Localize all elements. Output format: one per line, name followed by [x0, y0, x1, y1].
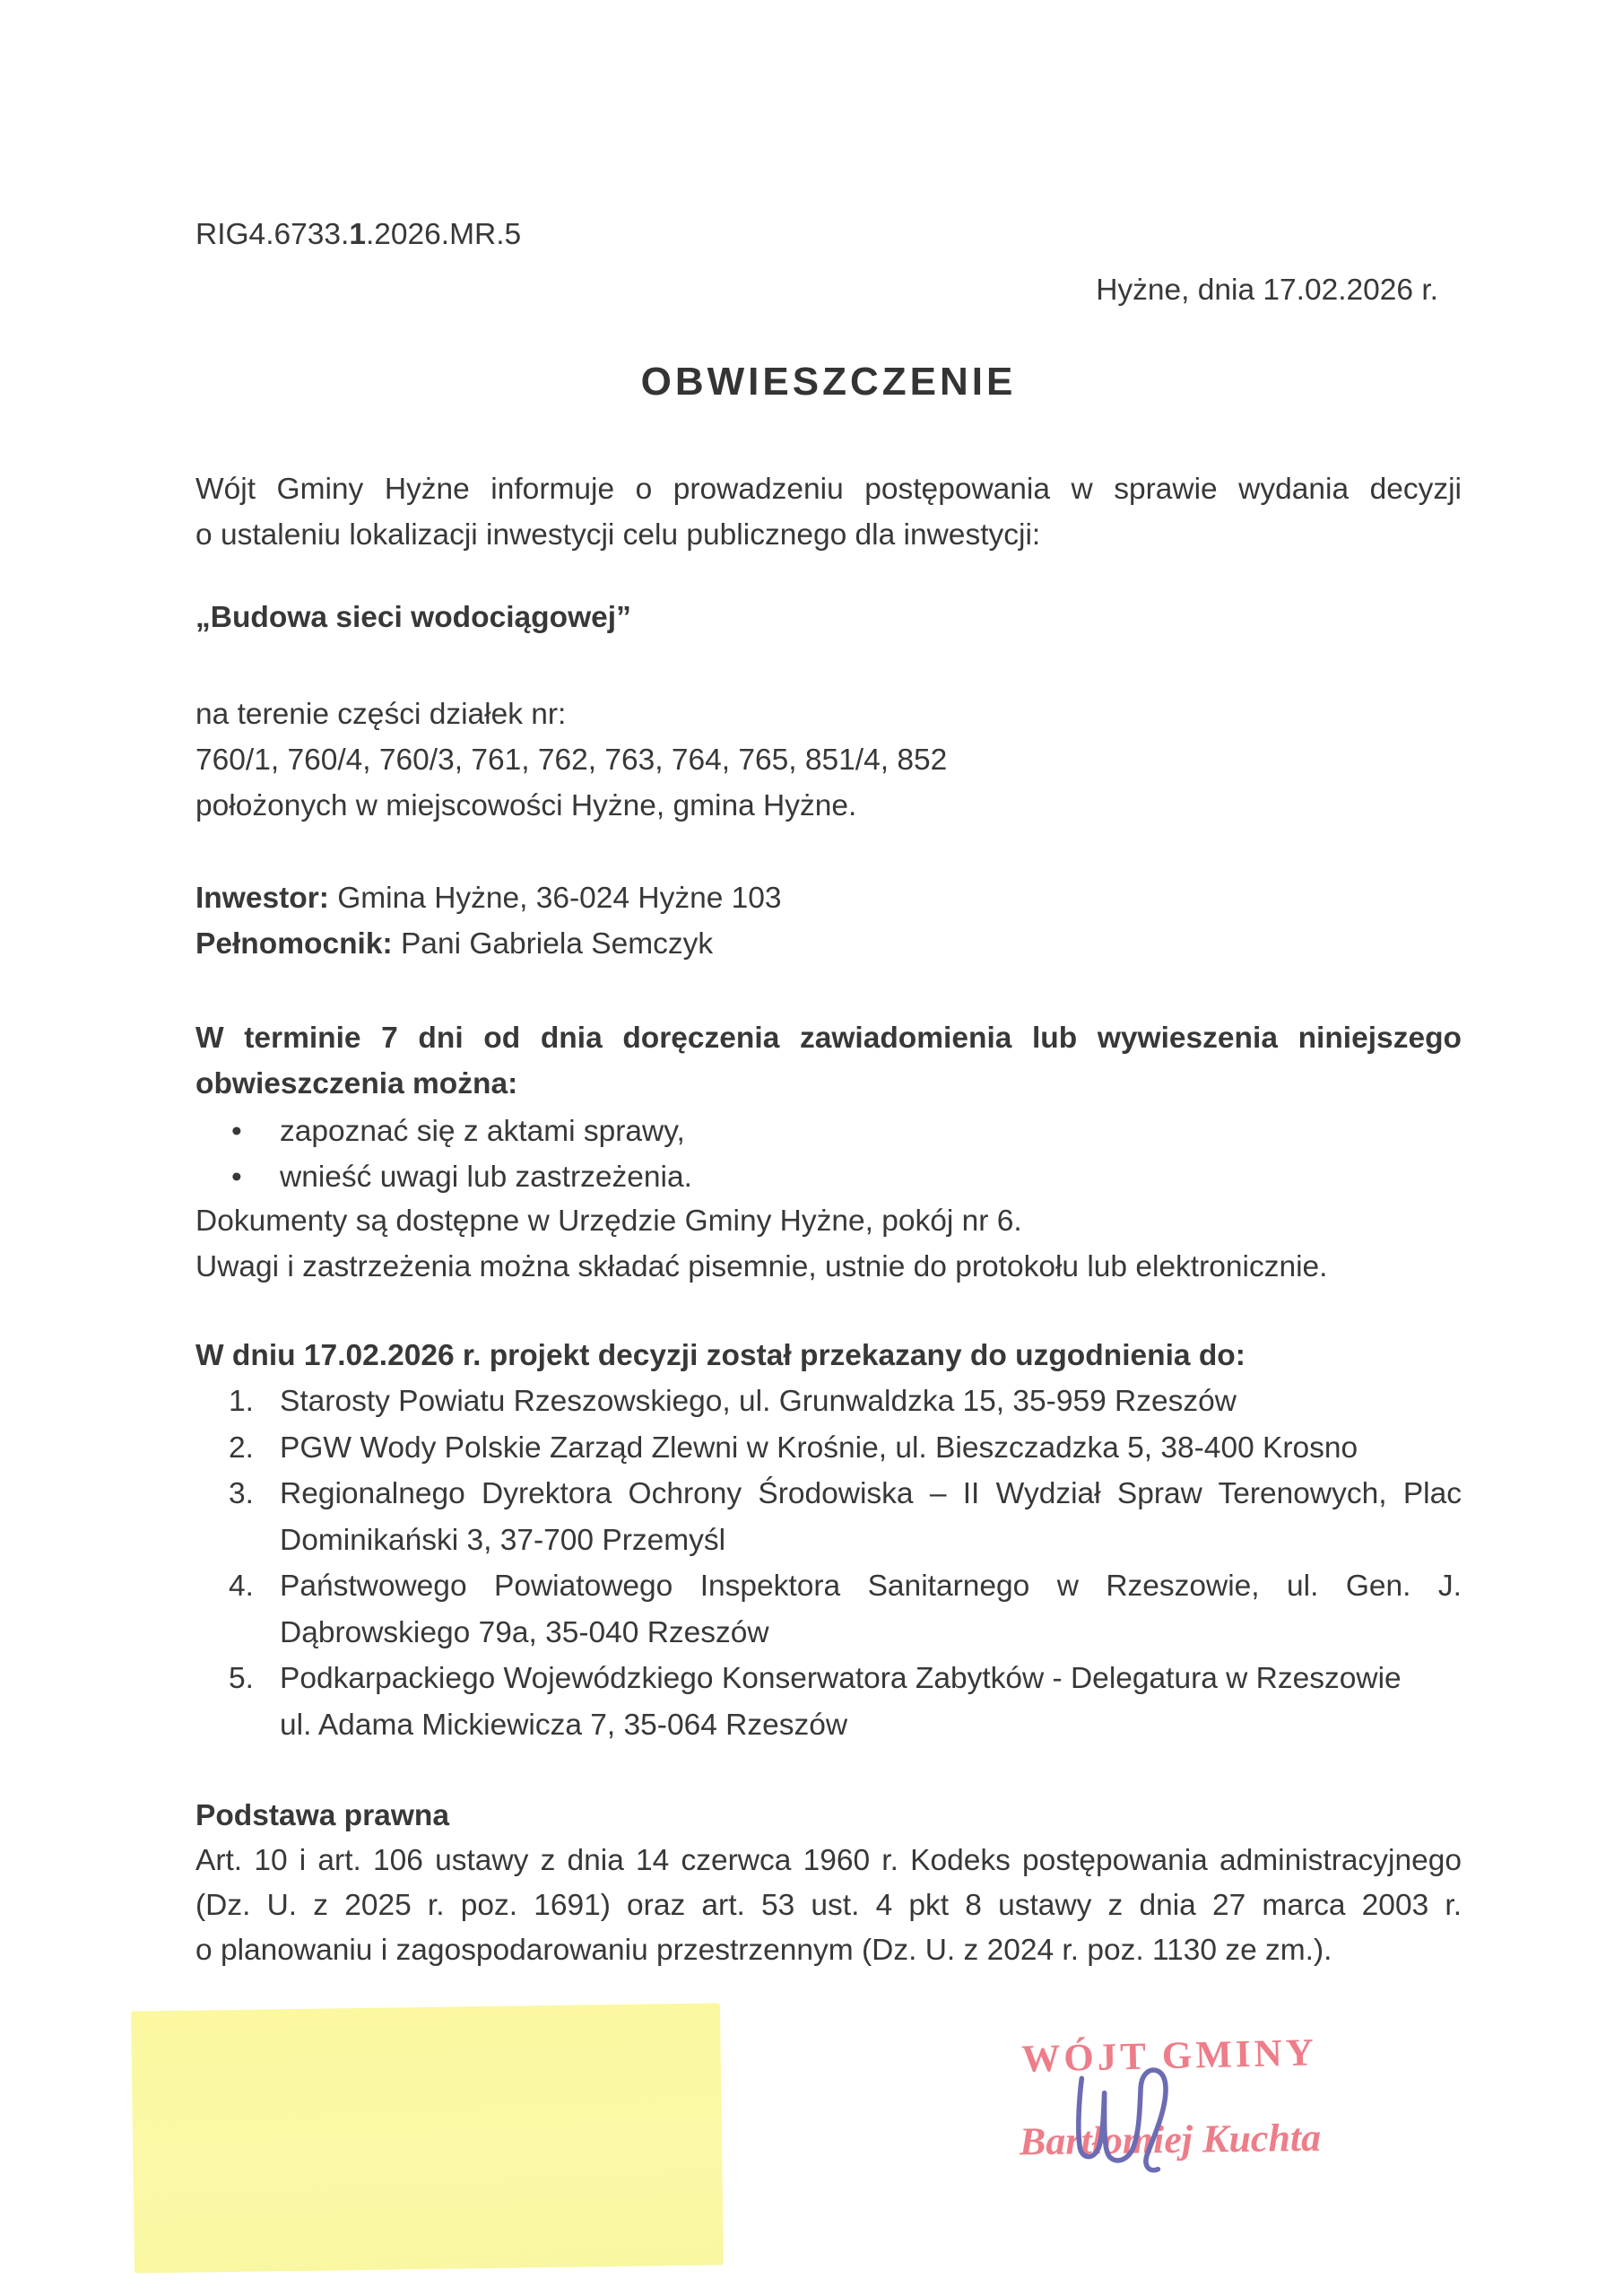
date-line: Hyżne, dnia 17.02.2026 r. — [1096, 274, 1438, 307]
legal-basis-block — [195, 1794, 1462, 1973]
bullet-item-1-text: zapoznać się z aktami sprawy, — [280, 1115, 685, 1148]
location-block — [195, 691, 1462, 829]
agreement-item-5 — [195, 1656, 1462, 1702]
investor-label: Inwestor: — [195, 882, 329, 915]
reference-bold-part: 1 — [349, 218, 366, 251]
bullet-icon: • — [231, 1115, 242, 1148]
agreement-item-3-text-line1: Regionalnego Dyrektora Ochrony Środowiska – II Wydział Spraw Terenowych, Plac — [280, 1477, 1462, 1510]
list-number: 3. — [229, 1477, 254, 1510]
list-number: 1. — [229, 1385, 254, 1418]
list-number: 4. — [229, 1570, 254, 1603]
legal-heading: Podstawa prawna — [195, 1799, 449, 1832]
stamp-signer-name: Bartłomiej Kuchta — [1019, 2115, 1322, 2164]
reference-number — [195, 212, 1462, 257]
agreement-item-2 — [195, 1425, 1462, 1472]
handwritten-signature — [1056, 2067, 1202, 2177]
investor-value: Gmina Hyżne, 36-024 Hyżne 103 — [328, 882, 782, 915]
attorney-value: Pani Gabriela Semczyk — [392, 927, 714, 961]
deadline-line-1: W terminie 7 dni od dnia doręczenia zawiadomienia lub wywieszenia niniejszego — [195, 1022, 1462, 1055]
document-title: OBWIESZCZENIE — [640, 360, 1017, 404]
agreement-item-1 — [195, 1378, 1462, 1425]
intro-line-2: o ustaleniu lokalizacji inwestycji celu publicznego dla inwestycji: — [195, 518, 1041, 552]
reference-prefix: RIG4.6733. — [195, 218, 350, 251]
deadline-line-2: obwieszczenia można: — [195, 1067, 518, 1100]
agreement-item-5-text-line2: ul. Adama Mickiewicza 7, 35-064 Rzeszów — [280, 1708, 848, 1742]
agreement-item-5-text-line1: Podkarpackiego Wojewódzkiego Konserwatora Zabytków - Delegatura w Rzeszowie — [280, 1662, 1402, 1695]
legal-line-2: (Dz. U. z 2025 r. poz. 1691) oraz art. 53 ust. 4 pkt 8 ustawy z dnia 27 marca 2003 r. — [195, 1889, 1462, 1922]
agreement-item-4 — [195, 1563, 1462, 1610]
location-line-3: położonych w miejscowości Hyżne, gmina Hyżne. — [195, 789, 857, 822]
agreement-item-3-continuation — [195, 1518, 1462, 1564]
agreement-item-5-continuation — [195, 1702, 1462, 1749]
list-number: 5. — [229, 1662, 254, 1695]
bullet-item-2-text: wnieść uwagi lub zastrzeżenia. — [280, 1161, 692, 1194]
reference-suffix: .2026.MR.5 — [365, 218, 522, 251]
agreement-item-1-text: Starosty Powiatu Rzeszowskiego, ul. Grunwaldzka 15, 35-959 Rzeszów — [280, 1385, 1237, 1418]
stamp-office-title: WÓJT GMINY — [1020, 2031, 1318, 2081]
bullet-list — [195, 1109, 1462, 1200]
agreement-item-3-text-line2: Dominikański 3, 37-700 Przemyśl — [280, 1523, 726, 1557]
agreement-item-4-text-line1: Państwowego Powiatowego Inspektora Sanitarnego w Rzeszowie, ul. Gen. J. — [280, 1570, 1462, 1603]
legal-line-3: o planowaniu i zagospodarowaniu przestrzennym (Dz. U. z 2024 r. poz. 1130 ze zm.). — [195, 1934, 1332, 1967]
deadline-paragraph — [195, 1015, 1462, 1107]
investor-line — [195, 875, 1462, 921]
agreement-heading: W dniu 17.02.2026 r. projekt decyzji został przekazany do uzgodnienia do: — [195, 1339, 1245, 1372]
bullet-icon: • — [231, 1161, 242, 1194]
attorney-label: Pełnomocnik: — [195, 927, 393, 961]
agreement-item-2-text: PGW Wody Polskie Zarząd Zlewni w Krośnie, ul. Bieszczadzka 5, 38-400 Krosno — [280, 1431, 1358, 1465]
bullet-item-2 — [195, 1154, 1462, 1200]
agreement-list — [195, 1378, 1462, 1748]
yellow-highlight — [131, 2003, 724, 2273]
intro-line-1: Wójt Gminy Hyżne informuje o prowadzeniu postępowania w sprawie wydania decyzji — [195, 473, 1462, 506]
agreement-item-4-continuation — [195, 1610, 1462, 1657]
bullet-item-1 — [195, 1109, 1462, 1154]
location-line-1: na terenie części działek nr: — [195, 698, 567, 731]
remarks-info-line: Uwagi i zastrzeżenia można składać pisemnie, ustnie do protokołu lub elektronicznie. — [195, 1250, 1328, 1283]
parties-block — [195, 875, 1462, 967]
info-block — [195, 1198, 1462, 1290]
investment-name: „Budowa sieci wodociągowej” — [195, 601, 631, 634]
legal-line-1: Art. 10 i art. 106 ustawy z dnia 14 czerwca 1960 r. Kodeks postępowania administracyjnego — [195, 1844, 1462, 1877]
agreement-item-4-text-line2: Dąbrowskiego 79a, 35-040 Rzeszów — [280, 1615, 769, 1649]
list-number: 2. — [229, 1431, 254, 1465]
location-line-2: 760/1, 760/4, 760/3, 761, 762, 763, 764, 765, 851/4, 852 — [195, 744, 948, 777]
intro-paragraph — [195, 466, 1462, 558]
agreement-item-3 — [195, 1471, 1462, 1518]
attorney-line — [195, 921, 1462, 967]
documents-info-line: Dokumenty są dostępne w Urzędzie Gminy Hyżne, pokój nr 6. — [195, 1205, 1022, 1238]
